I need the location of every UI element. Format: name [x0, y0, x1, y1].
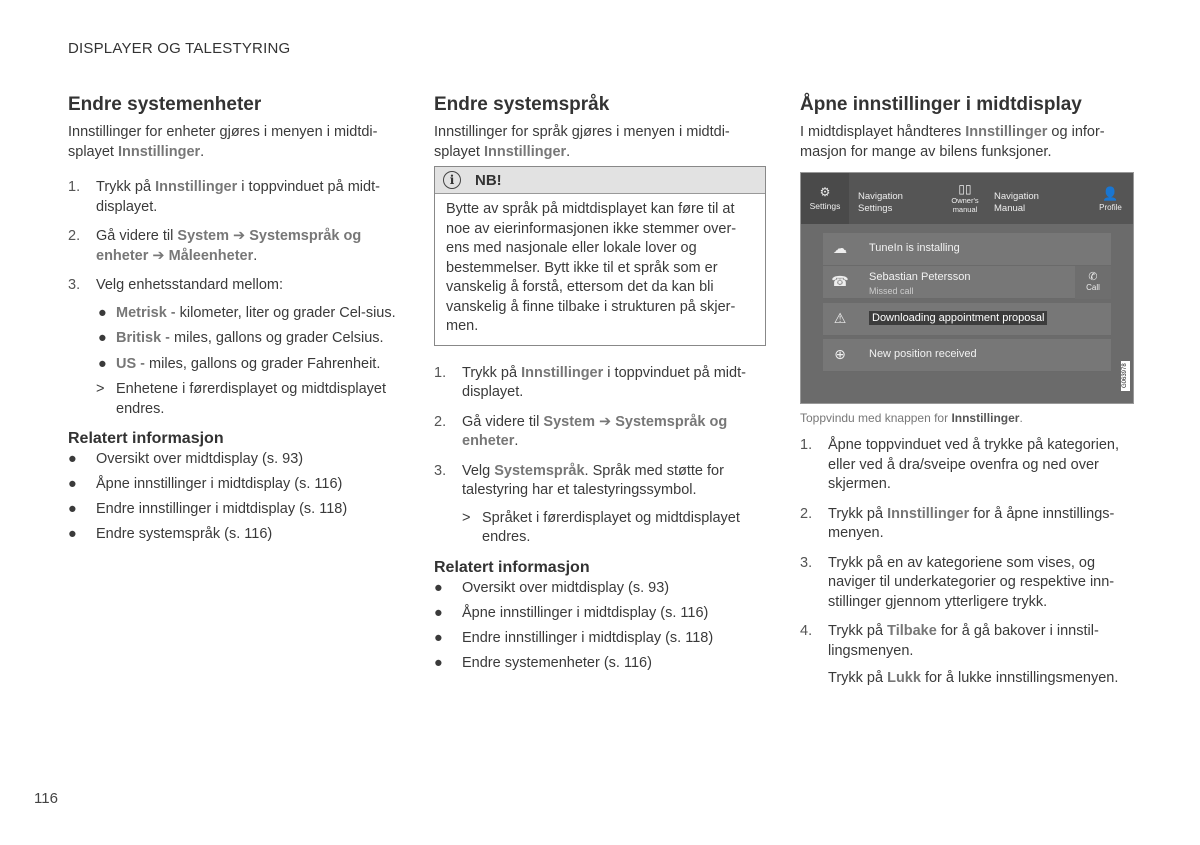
related-link[interactable]: ● Oversikt over midtdisplay (s. 93)	[434, 579, 766, 599]
related-title: Relatert informasjon	[68, 430, 224, 447]
arrow-icon: ➔	[595, 413, 616, 430]
step-3: 3. Velg enhetsstandard mellom: ● Metrisk - kilometer, liter og grader Cel-sius. ● Britisk - miles, gallons og grader Celsius. ● US - miles, gallons og grader Fahrenheit. > Enhetene i førerdisplayet og midtdisplayet endres.	[68, 276, 398, 419]
center-display-screenshot	[800, 172, 1134, 404]
profile-tab[interactable]: 👤 Profile	[1088, 173, 1133, 224]
bullet-icon: ●	[98, 330, 107, 346]
related-link[interactable]: ● Endre innstillinger i midtdisplay (s. 118)	[434, 629, 766, 649]
related-list	[68, 450, 398, 545]
related-link[interactable]: ● Åpne innstillinger i midtdisplay (s. 116)	[68, 475, 398, 495]
step-1: 1. Trykk på Innstillinger i toppvinduet på midt-displayet.	[68, 179, 380, 215]
bullet-icon: ●	[68, 526, 77, 542]
result-line: > Enhetene i førerdisplayet og midtdisplayet endres.	[96, 381, 387, 417]
page-number: 116	[34, 790, 58, 807]
result-block	[462, 509, 766, 548]
bullet-icon: ●	[68, 451, 77, 467]
arrow-icon: ➔	[148, 247, 169, 264]
section-endre-systemsprak	[434, 93, 766, 679]
top-bar	[801, 173, 1133, 224]
section-title: Åpne innstillinger i midtdisplay	[800, 94, 1082, 115]
related-link[interactable]: ● Oversikt over midtdisplay (s. 93)	[68, 450, 398, 470]
figure-caption: Toppvindu med knappen for Innstillinger.	[800, 411, 1023, 425]
bullet-icon: ●	[434, 629, 443, 646]
bullet-icon: ●	[434, 579, 443, 596]
intro-text: Innstillinger for språk gjøres i menyen i midtdi-splayet Innstillinger.	[434, 124, 730, 160]
section-endre-systemenheter	[68, 93, 398, 550]
option-list	[96, 304, 398, 420]
note-title: NB!	[475, 171, 502, 189]
related-link[interactable]: ● Endre systemspråk (s. 116)	[68, 525, 398, 545]
call-button[interactable]: ✆ Call	[1075, 266, 1111, 299]
navigation-settings-tab[interactable]: Navigation Settings	[858, 191, 903, 214]
list-item: ● Britisk - miles, gallons og grader Celsius.	[96, 329, 398, 349]
step-1: 1. Trykk på Innstillinger i toppvinduet på midt-displayet.	[434, 364, 746, 400]
figure-code: G063978	[1121, 361, 1130, 391]
step-3: 3. Velg Systemspråk. Språk med støtte for talestyring har et talestyringssymbol. > Språket i førerdisplayet og midtdisplayet endres.	[434, 462, 766, 548]
note-box	[434, 166, 766, 346]
ui-term: Innstillinger	[117, 143, 201, 160]
step-4: 4. Trykk på Tilbake for å gå bakover i innstil-lingsmenyen. Trykk på Lukk for å lukke innstillingsmenyen.	[800, 622, 1134, 689]
bullet-icon: ●	[434, 654, 443, 671]
related-list	[434, 579, 766, 674]
arrow-icon: ➔	[229, 228, 250, 244]
bullet-icon: ●	[98, 304, 107, 321]
warning-icon: ⚠	[833, 310, 847, 326]
step-2: 2. Gå videre til System ➔ Systemspråk og enheter.	[434, 413, 728, 449]
notification-appointment[interactable]: ⚠ Downloading appointment proposal	[823, 303, 1111, 336]
related-link[interactable]: ● Endre systemenheter (s. 116)	[434, 654, 766, 674]
related-link[interactable]: ● Åpne innstillinger i midtdisplay (s. 116)	[434, 604, 766, 624]
intro-text: I midtdisplayet håndteres Innstillinger og infor-masjon for mange av bilens funksjoner.	[800, 124, 1105, 160]
step-list	[434, 364, 766, 548]
bullet-icon: ●	[68, 476, 77, 492]
notification-tunein[interactable]: ☁ TuneIn is installing	[823, 233, 1111, 266]
note-text: Bytte av språk på midtdisplayet kan føre til at noe av eierinformasjonen ikke stemmer over-ens med nasjonale eller lokale lover og bestemmelser. Bytt ikke til et språk som er vanskelig å forstå, ettersom det da kan bli vanskelig å finne tilbake i strukturen på skjer-men.	[446, 201, 737, 334]
related-title: Relatert informasjon	[434, 558, 590, 576]
notification-position[interactable]: ⊕ New position received	[823, 339, 1111, 372]
related-link[interactable]: ● Endre innstillinger i midtdisplay (s. 118)	[68, 500, 398, 520]
bullet-icon: ●	[434, 604, 443, 621]
crosshair-icon: ⊕	[834, 346, 846, 362]
owners-manual-tab[interactable]: ▯▯ Owner's manual	[945, 173, 985, 224]
section-apne-innstillinger	[800, 93, 1134, 699]
list-item: ● Metrisk - kilometer, liter og grader Cel-sius.	[96, 304, 398, 324]
bullet-icon: ●	[98, 355, 107, 372]
book-icon: ▯▯	[958, 182, 972, 196]
step-1: 1. Åpne toppvinduet ved å trykke på kategorien, eller ved å dra/sveipe ovenfra og ned over skjermen.	[800, 437, 1119, 492]
notification-missed-call[interactable]: ☎ Sebastian Petersson Missed call ✆ Call	[823, 266, 1111, 299]
step-2: 2. Gå videre til System ➔ Systemspråk og enheter ➔ Måleenheter.	[68, 228, 362, 264]
result-line: > Språket i førerdisplayet og midtdisplayet endres.	[462, 509, 740, 545]
info-icon: i	[443, 171, 461, 189]
step-list	[68, 178, 398, 419]
step-3: 3. Trykk på en av kategoriene som vises, og naviger til underkategorier og respektive inn-stillinger gjennom ytterligere trykk.	[800, 554, 1115, 610]
cloud-download-icon: ☁	[833, 240, 847, 256]
phone-icon: ✆	[1088, 271, 1098, 283]
step-4-followup: Trykk på Lukk for å lukke innstillingsmenyen.	[828, 670, 1119, 686]
intro-text: Innstillinger for enheter gjøres i menyen i midtdi-splayet Innstillinger.	[68, 124, 378, 160]
step-2: 2. Trykk på Innstillinger for å åpne innstillings-menyen.	[800, 505, 1115, 541]
note-header	[435, 167, 765, 194]
step-list	[800, 436, 1134, 689]
list-item: ● US - miles, gallons og grader Fahrenheit.	[96, 355, 398, 375]
section-title: Endre systemspråk	[434, 94, 610, 115]
person-icon: 👤	[1102, 186, 1119, 201]
phone-missed-icon: ☎	[831, 273, 849, 289]
running-header: DISPLAYER OG TALESTYRING	[68, 40, 291, 57]
gear-icon: ⚙	[819, 185, 831, 199]
section-title: Endre systemenheter	[68, 94, 262, 115]
bullet-icon: ●	[68, 501, 77, 517]
navigation-manual-tab[interactable]: Navigation Manual	[994, 191, 1039, 214]
settings-tab[interactable]: ⚙ Settings	[801, 173, 849, 224]
